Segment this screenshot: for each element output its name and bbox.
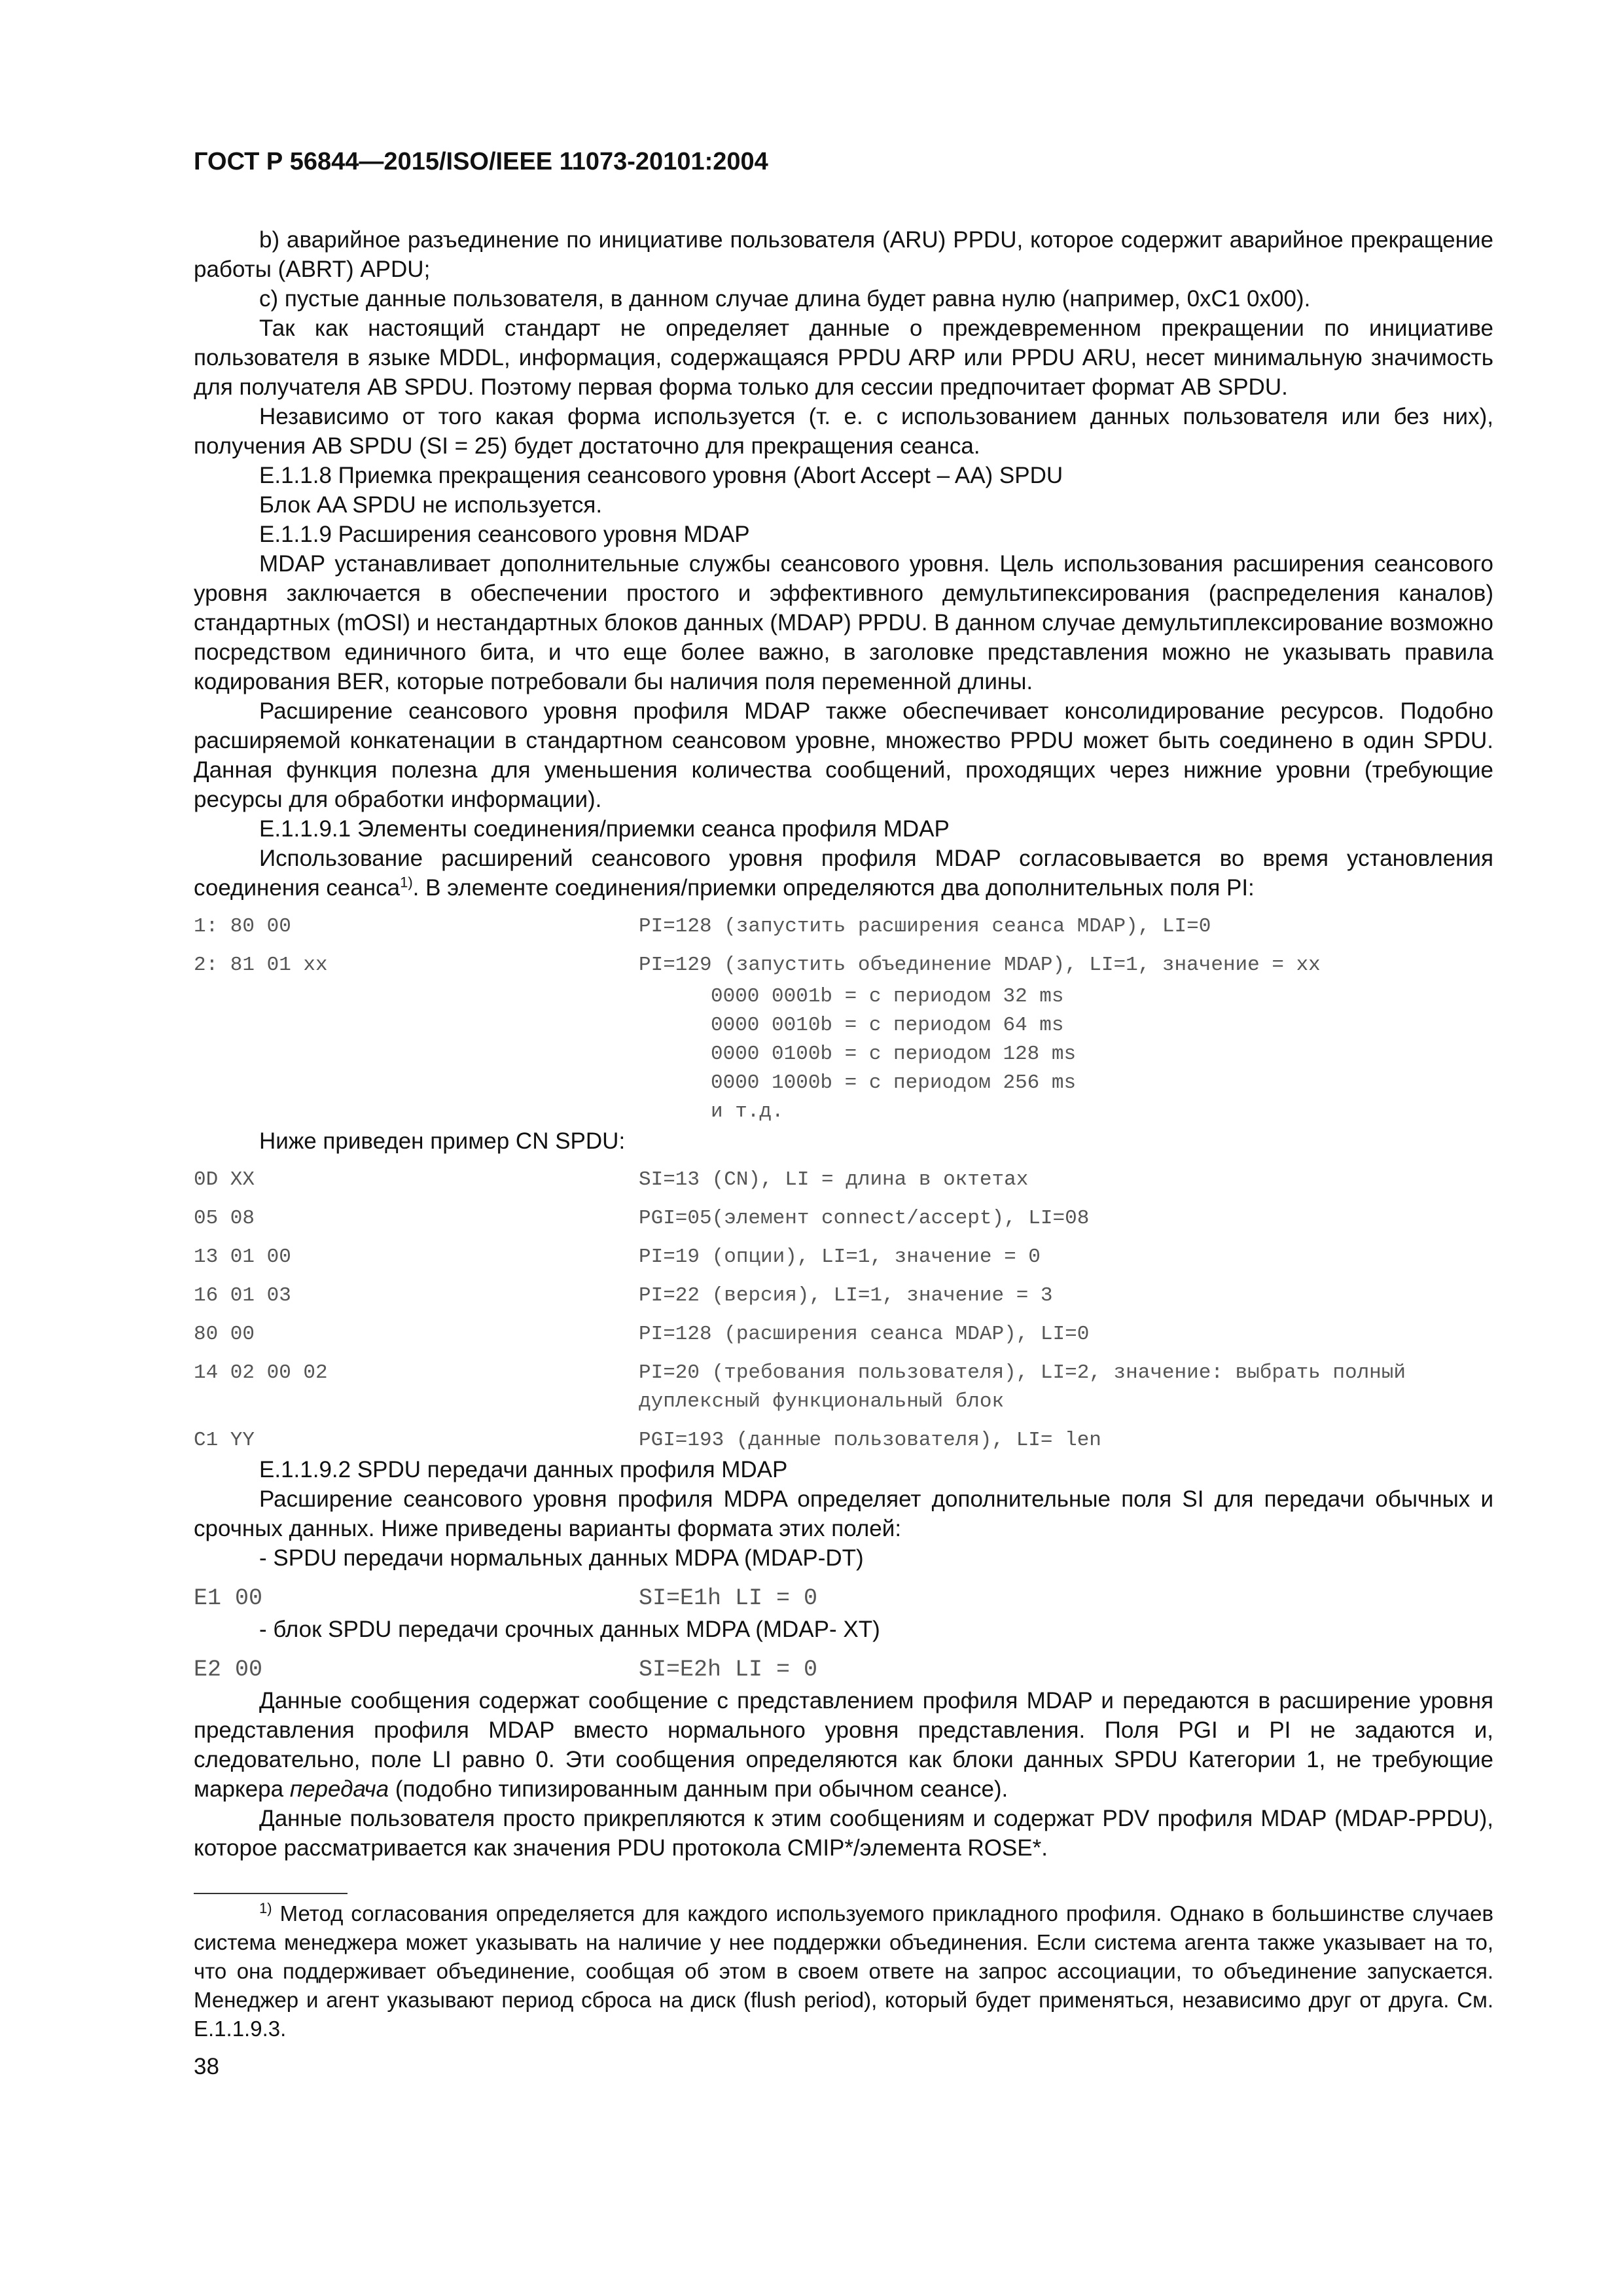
footnote-text: Метод согласования определяется для каждого используемого прикладного профиля. Однако в большинстве случаев система менеджера может указывать на наличие у нее поддержки объединения. Если система агента также указывает на то, что она поддерживает объединение, сообщая об этом в своем ответе на запрос ассоциации, то объединение запускается. Менеджер и агент указывают период сброса на диск (flush period), который будет применяться, независимо друг от друга. См. E.1.1.9.3. xyxy=(194,1901,1493,2041)
paragraph-cn-example: Ниже приведен пример CN SPDU: xyxy=(259,1128,626,1154)
cn-row xyxy=(194,1320,1493,1349)
paragraph-negotiation-text-a: Использование расширений сеансового уровня профиля MDAP согласовывается во время установления соединения сеанса xyxy=(194,846,1493,901)
paragraph-negotiation xyxy=(194,844,1493,903)
cn-row xyxy=(194,1204,1493,1233)
code-bytes: 0D XX xyxy=(194,1168,255,1191)
code-description: PI=20 (требования пользователя), LI=2, значение: выбрать полный дуплексный функциональный блок xyxy=(639,1361,1406,1413)
footnote-mark: 1) xyxy=(259,1900,272,1916)
paragraph-user-data: Данные пользователя просто прикрепляются к этим сообщениям и содержат PDV профиля MDAP (MDAP-PPDU), которое рассматривается как значения PDU протокола CMIP*/элемента ROSE*. xyxy=(194,1806,1493,1861)
document-body xyxy=(194,225,1493,1863)
code-bytes: C1 YY xyxy=(194,1429,255,1452)
mdap-dt-row xyxy=(194,1584,1493,1613)
paragraph-mdap-consolidation: Расширение сеансового уровня профиля MDAP также обеспечивает консолидирование ресурсов. Подобно расширяемой конкатенации в стандартном сеансовом уровне, множество PPDU может быть соединено в один SPDU. Данная функция полезна для уменьшения количества сообщений, проходящих через нижние уровни (требующие ресурсы для обработки информации). xyxy=(194,698,1493,812)
paragraph-messages-text-b: (подобно типизированным данным при обычном сеансе). xyxy=(389,1776,1008,1802)
list-item-mdap-xt: - блок SPDU передачи срочных данных MDPA (MDAP- XT) xyxy=(259,1617,880,1642)
code-description: PI=22 (версия), LI=1, значение = 3 xyxy=(639,1284,1053,1307)
cn-row xyxy=(194,1243,1493,1272)
paragraph-empty-data: c) пустые данные пользователя, в данном случае длина будет равна нулю (например, 0xC1 0x00). xyxy=(259,286,1311,312)
cn-row xyxy=(194,1426,1493,1455)
footnote-separator xyxy=(194,1893,348,1894)
document-header: ГОСТ Р 56844—2015/ISO/IEEE 11073-20101:2004 xyxy=(194,148,768,175)
list-item-mdap-dt: - SPDU передачи нормальных данных MDPA (MDAP-DT) xyxy=(259,1545,864,1571)
code-bytes: 16 01 03 xyxy=(194,1284,291,1307)
code-description: SI=E1h LI = 0 xyxy=(639,1585,818,1611)
pi-value-item: 0000 0010b = с периодом 64 ms xyxy=(711,1014,1064,1037)
code-description: SI=13 (CN), LI = длина в октетах xyxy=(639,1168,1029,1191)
code-bytes: 13 01 00 xyxy=(194,1246,291,1268)
paragraph-mddl: Так как настоящий стандарт не определяет данные о преждевременном прекращении по инициативе пользователя в языке MDDL, информация, содержащаяся PPDU ARP или PPDU ARU, несет минимальную значимость для получателя AB SPDU. Поэтому первая форма только для сессии предпочитает формат AB SPDU. xyxy=(194,315,1493,400)
pi-value-item: 0000 1000b = с периодом 256 ms xyxy=(711,1071,1077,1094)
paragraph-abrt: b) аварийное разъединение по инициативе пользователя (ARU) PPDU, которое содержит аварийное прекращение работы (ABRT) APDU; xyxy=(194,227,1493,282)
section-heading-e11192: E.1.1.9.2 SPDU передачи данных профиля MDAP xyxy=(259,1457,788,1482)
code-description: PI=129 (запустить объединение MDAP), LI=1, значение = xx xyxy=(639,954,1321,977)
paragraph-messages-text-a: Данные сообщения содержат сообщение с представлением профиля MDAP и передаются в расширение уровня представления профиля MDAP вместо нормального уровня представления. Поля PGI и PI не задаются и, следовательно, поле LI равно 0. Эти сообщения определяются как блоки данных SPDU Категории 1, не требующие маркера xyxy=(194,1688,1493,1802)
section-heading-e1119: E.1.1.9 Расширения сеансового уровня MDAP xyxy=(259,522,750,547)
footnote-ref: 1) xyxy=(400,874,413,891)
code-bytes: E1 00 xyxy=(194,1585,263,1611)
pi-value-item: и т.д. xyxy=(711,1100,784,1123)
page-number: 38 xyxy=(194,2054,219,2079)
code-bytes: 80 00 xyxy=(194,1323,255,1346)
code-description: SI=E2h LI = 0 xyxy=(639,1657,818,1683)
code-description: PGI=193 (данные пользователя), LI= len xyxy=(639,1429,1101,1452)
code-description: PI=19 (опции), LI=1, значение = 0 xyxy=(639,1246,1041,1268)
paragraph-mdpa-si: Расширение сеансового уровня профиля MDPA определяет дополнительные поля SI для передачи обычных и срочных данных. Ниже приведены варианты формата этих полей: xyxy=(194,1486,1493,1541)
code-bytes: 05 08 xyxy=(194,1207,255,1230)
pi-field-row xyxy=(194,912,1493,941)
section-heading-e11191: E.1.1.9.1 Элементы соединения/приемки сеанса профиля MDAP xyxy=(259,816,950,842)
paragraph-messages xyxy=(194,1686,1493,1804)
code-bytes: 14 02 00 02 xyxy=(194,1361,328,1384)
code-bytes: 1: 80 00 xyxy=(194,915,291,938)
paragraph-mdap-services: MDAP устанавливает дополнительные службы сеансового уровня. Цель использования расширения сеансового уровня заключается в обеспечении простого и эффективного демультипексирования (распределения каналов) стандартных (mOSI) и нестандартных блоков данных (MDAP) PPDU. В данном случае демультиплексирование возможно посредством единичного бита, и что еще более важно, в заголовке представления можно не указывать правила кодирования BER, которые потребовали бы наличия поля переменной длины. xyxy=(194,551,1493,694)
code-description: PI=128 (запустить расширения сеанса MDAP), LI=0 xyxy=(639,915,1211,938)
cn-row xyxy=(194,1282,1493,1310)
section-heading-e1118: E.1.1.8 Приемка прекращения сеансового уровня (Abort Accept – AA) SPDU xyxy=(259,463,1063,488)
code-description: PI=128 (расширения сеанса MDAP), LI=0 xyxy=(639,1323,1090,1346)
footnote xyxy=(194,1899,1493,2043)
pi-field-row xyxy=(194,951,1493,980)
code-bytes: 2: 81 01 xx xyxy=(194,954,328,977)
pi-values-list xyxy=(711,982,1493,1126)
mdap-xt-row xyxy=(194,1655,1493,1684)
paragraph-negotiation-text-b: . В элементе соединения/приемки определяются два дополнительных поля PI: xyxy=(412,875,1255,901)
cn-row xyxy=(194,1359,1493,1416)
cn-row xyxy=(194,1166,1493,1194)
code-description: PGI=05(элемент connect/accept), LI=08 xyxy=(639,1207,1090,1230)
paragraph-aa-spdu: Блок AA SPDU не используется. xyxy=(259,492,603,518)
code-bytes: E2 00 xyxy=(194,1657,263,1683)
pi-value-item: 0000 0001b = с периодом 32 ms xyxy=(711,985,1064,1008)
pi-value-item: 0000 0100b = с периодом 128 ms xyxy=(711,1043,1077,1066)
italic-term: передача xyxy=(289,1776,389,1802)
paragraph-ab-spdu: Независимо от того какая форма используется (т. е. с использованием данных пользователя или без них), получения AB SPDU (SI = 25) будет достаточно для прекращения сеанса. xyxy=(194,404,1493,459)
